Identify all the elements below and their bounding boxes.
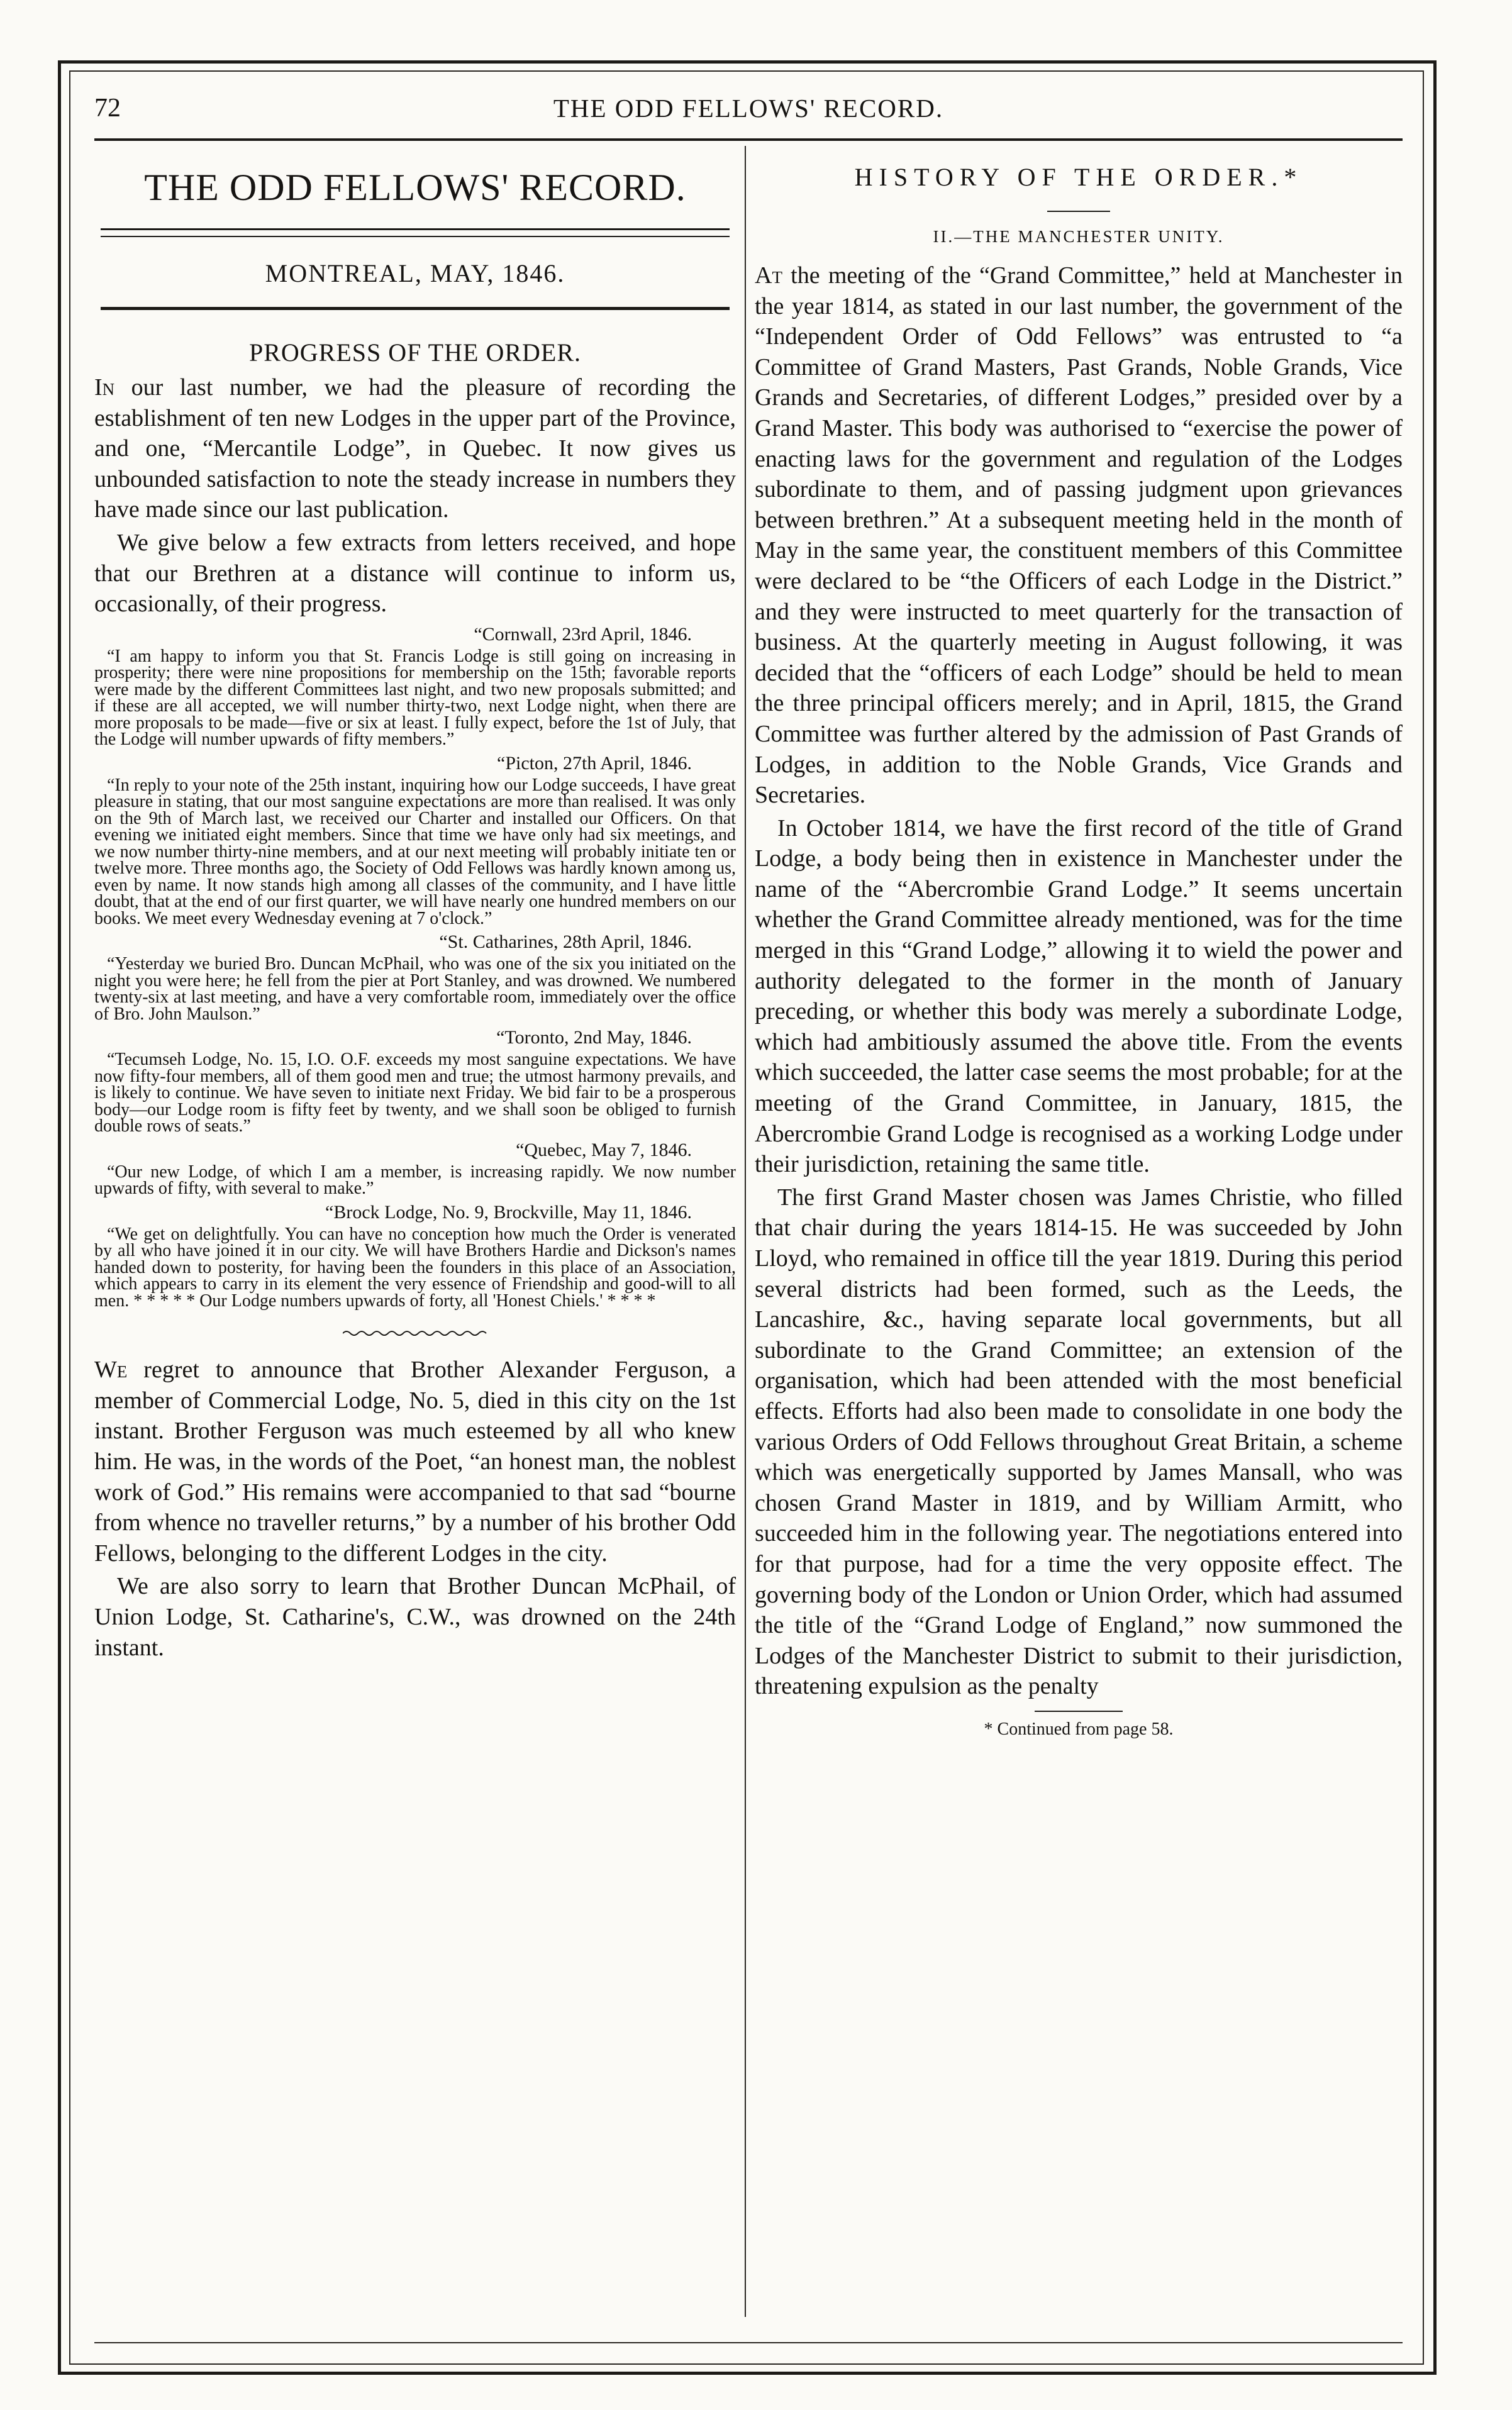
history-paragraph: At the meeting of the “Grand Committee,” held at Manchester in the year 1814, as stated in our last number, the government of the “Independent Order of Odd Fellows” was entrusted to “a Committee of Grand Masters, Past Grands, Noble Grands, Vice Grands and Secretaries, of different Lodges,” presided over by a Grand Master. This body was authorised to “exercise the power of enacting laws for the government and regulation of the Lodges subordinate to them, and of passing judgment upon grievances between brethren.” At a subsequent meeting held in the month of May in the same year, the constituent members of this Committee were declared to be “the Officers of each Lodge in the District.” and they were instructed to meet quarterly for the transaction of business. At the quarterly meeting in August following, it was decided that the “officers of each Lodge” should be held to mean the three principal officers merely; and in April, 1815, the Grand Committee was further altered by the admission of Past Grands of Lodges, in addition to the Noble Grands, Vice Grands and Secretaries. bbox=[755, 262, 1403, 809]
footnote-rule bbox=[1035, 1711, 1123, 1712]
column-divider bbox=[745, 146, 746, 2317]
progress-paragraph: We give below a few extracts from letters received, and hope that our Brethren at a distance will continue to inform us, occasionally, of their progress. bbox=[94, 529, 736, 618]
history-paragraph: In October 1814, we have the first record of the title of Grand Lodge, a body being then in existence in Manchester under the name of the “Abercrombie Grand Lodge.” It seems uncertain whether the Grand Committee already mentioned, was for the time merged in this “Grand Lodge,” allowing it to wield the power and authority delegated to the former in the month of January preceding, or whether this body was merely a subordinate Lodge, which had ambitiously assumed the above title. From the events which succeeded, the latter case seems the most probable; for at the meeting of the Grand Committee, in January, 1815, the Abercrombie Grand Lodge is recognised as a working Lodge under their jurisdiction, retaining the same title. bbox=[755, 814, 1403, 1178]
history-body bbox=[755, 260, 1403, 1702]
obituary-paragraph: We are also sorry to learn that Brother Duncan McPhail, of Union Lodge, St. Catharine's, C.W., was drowned on the 24th instant. bbox=[94, 1573, 736, 1661]
progress-paragraph: In our last number, we had the pleasure of recording the establishment of ten new Lodges in the upper part of the Province, and one, “Mercantile Lodge”, in Quebec. It now gives us unbounded satisfaction to note the steady increase in numbers they have made since our last publication. bbox=[94, 374, 736, 523]
letter-dateline: “Quebec, May 7, 1846. bbox=[516, 1139, 692, 1160]
double-rule bbox=[101, 228, 730, 237]
history-heading: HISTORY OF THE ORDER.* bbox=[854, 163, 1303, 191]
journal-title: THE ODD FELLOWS' RECORD. bbox=[144, 167, 686, 208]
letter-text: “Our new Lodge, of which I am a member, is increasing rapidly. We now number upwards of fifty, with several to make.” bbox=[94, 1162, 736, 1199]
history-paragraph: The first Grand Master chosen was James Christie, who filled that chair during the years 1814-15. He was succeeded by John Lloyd, who remained in office till the year 1819. During this period several districts had been formed, such as the Leeds, the Lancashire, &c., having separate local governments, but all subordinate to the Grand Committee; an extension of the organisation, which had been attended with the most beneficial effects. Efforts had also been made to consolidate in one body the various Orders of Odd Fellows throughout Great Britain, a scheme which was energetically supported by James Mansall, who was chosen Grand Master in 1819, and by William Armitt, who succeeded him in the following year. The negotiations entered into for that purpose, had for a time the very opposite effect. The governing body of the London or Union Order, which had assumed the title of the “Grand Lodge of England,” now summoned the Lodges of the Manchester District to submit to their jurisdiction, threatening expulsion as the penalty bbox=[755, 1184, 1403, 1700]
issue-dateline: MONTREAL, MAY, 1846. bbox=[265, 259, 565, 287]
running-title: THE ODD FELLOWS' RECORD. bbox=[553, 94, 944, 123]
history-subheading: II.—THE MANCHESTER UNITY. bbox=[933, 227, 1225, 246]
header-rule bbox=[94, 138, 1403, 141]
left-column bbox=[94, 146, 736, 1663]
running-head bbox=[94, 88, 1403, 138]
drop-lead: At bbox=[755, 262, 782, 289]
drop-lead: We bbox=[94, 1357, 128, 1384]
footnote: * Continued from page 58. bbox=[984, 1719, 1174, 1739]
letter-extracts bbox=[94, 622, 736, 1310]
progress-heading: PROGRESS OF THE ORDER. bbox=[248, 338, 582, 367]
obituary-paragraph: We regret to announce that Brother Alexander Ferguson, a member of Commercial Lodge, No. 5, died in this city on the 1st instant. Brother Ferguson was much esteemed by all who knew him. He was, in the words of the Poet, “an honest man, the noblest work of God.” His remains were accompanied to that sad “bourne from whence no traveller returns,” by a number of his brother Odd Fellows, belonging to the different Lodges in the city. bbox=[94, 1357, 736, 1567]
obituary-body bbox=[94, 1355, 736, 1663]
letter-text: “Tecumseh Lodge, No. 15, I.O. O.F. exceeds my most sanguine expectations. We have now fifty-four members, all of them good men and true; the utmost harmony prevails, and is likely to continue. We have seven to initiate next Friday. We bid fair to be a prosperous body—our Lodge room is fifty feet by twenty, and we shall soon be obliged to furnish double rows of seats.” bbox=[94, 1050, 736, 1136]
letter-text: “I am happy to inform you that St. Francis Lodge is still going on increasing in prosperity; there were nine propositions for membership on the 15th; favorable reports were made by the different Committees last night, and two new proposals submitted; and if these are all accepted, we will number thirty-two, next Lodge night, when there are more proposals to be made—five or six at least. I fully expect, before the 1st of July, that the Lodge will number upwards of fifty members.” bbox=[94, 646, 736, 750]
letter-dateline: “Brock Lodge, No. 9, Brockville, May 11, 1846. bbox=[325, 1201, 692, 1223]
letter-dateline: “Cornwall, 23rd April, 1846. bbox=[474, 623, 692, 645]
letter-dateline: “Picton, 27th April, 1846. bbox=[497, 752, 692, 774]
page-number: 72 bbox=[94, 94, 121, 123]
letter-text: “We get on delightfully. You can have no conception how much the Order is venerated by all who have joined it in our city. We will have Brothers Hardie and Dickson's names handed down to posterity, for having been the founders in this place of an Association, which appears to carry in its element the very essence of Friendship and good-will to all men. * * * * * Our Lodge numbers upwards of forty, all 'Honest Chiels.' * * * * bbox=[94, 1224, 736, 1311]
letter-dateline: “St. Catharines, 28th April, 1846. bbox=[439, 931, 692, 953]
progress-body bbox=[94, 372, 736, 619]
bottom-rule bbox=[94, 2342, 1403, 2343]
short-rule bbox=[1047, 211, 1110, 212]
right-column bbox=[755, 146, 1403, 1740]
drop-lead: In bbox=[94, 374, 115, 401]
letter-text: “Yesterday we buried Bro. Duncan McPhail, who was one of the six you initiated on the night you were here; he fell from the pier at Port Stanley, and was drowned. We numbered twenty-six at last meeting, and have a very comfortable room, immediately over the office of Bro. John Maulson.” bbox=[94, 954, 736, 1024]
wavy-separator bbox=[343, 1328, 487, 1338]
thick-rule bbox=[101, 307, 730, 310]
letter-dateline: “Toronto, 2nd May, 1846. bbox=[496, 1027, 692, 1048]
letter-text: “In reply to your note of the 25th instant, inquiring how our Lodge succeeds, I have great pleasure in stating, that our most sanguine expectations are more than realised. It was only on the 9th of March last, we received our Charter and installed our Officers. On that evening we initiated eight members. Since that time we have only had six meetings, and we now number thirty-nine members, and at our next meeting will probably initiate ten or twelve more. Three months ago, the Society of Odd Fellows was hardly known among us, even by name. It now stands high among all classes of the community, and I have little doubt, that at the end of our first quarter, we will have nearly one hundred members on our books. We meet every Wednesday evening at 7 o'clock.” bbox=[94, 775, 736, 928]
